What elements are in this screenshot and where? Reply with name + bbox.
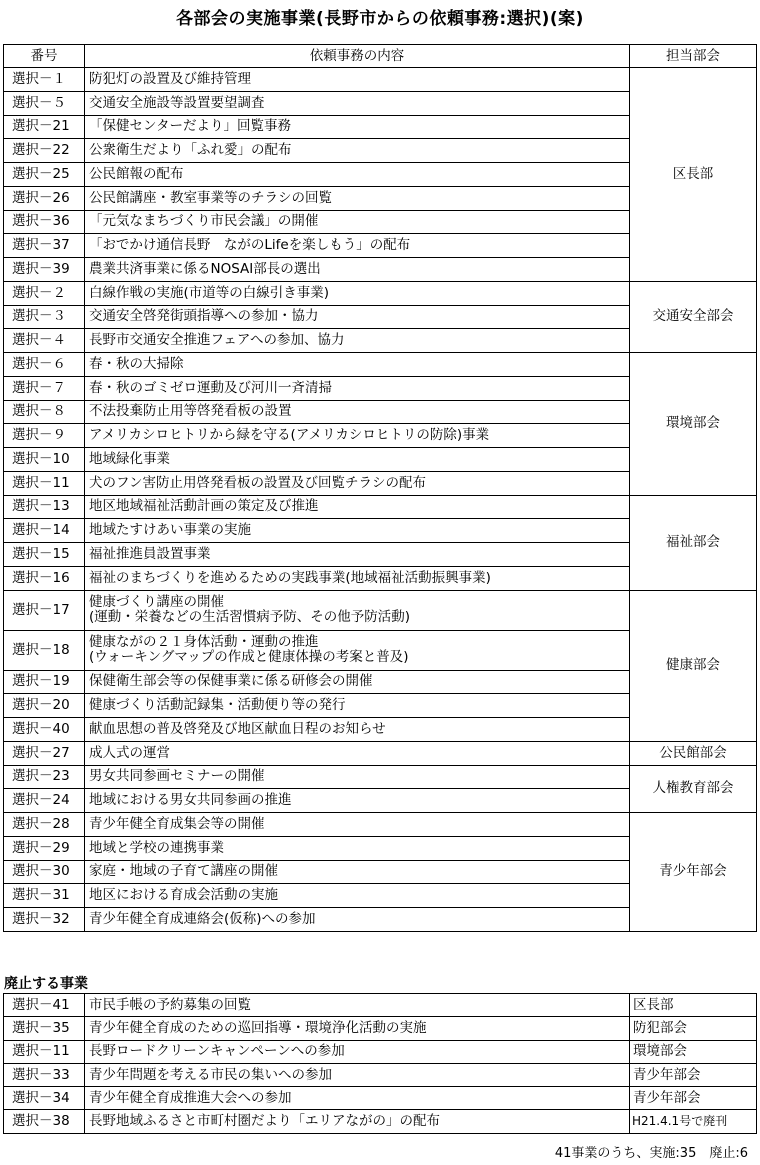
row-number: 選択－４ (4, 329, 85, 353)
row-content (85, 813, 630, 837)
row-content (85, 471, 630, 495)
table-row (4, 281, 757, 305)
row-number: 選択－27 (4, 741, 85, 765)
row-number: 選択－41 (4, 994, 85, 1017)
row-number: 選択－30 (4, 860, 85, 884)
row-number: 選択－10 (4, 448, 85, 472)
abolished-row (4, 1110, 757, 1133)
row-content-line: アメリカシロヒトリから緑を守る(アメリカシロヒトリの防除)事業 (89, 427, 490, 444)
row-number: 選択－14 (4, 519, 85, 543)
row-number: 選択－１ (4, 68, 85, 92)
row-content (85, 789, 630, 813)
row-content-line: 福祉推進員設置事業 (89, 545, 211, 562)
abolished-row (4, 1087, 757, 1110)
row-content (85, 519, 630, 543)
row-number: 選択－32 (4, 908, 85, 932)
row-content (85, 543, 630, 567)
row-number: 選択－16 (4, 566, 85, 590)
table-row (4, 813, 757, 837)
row-content (85, 860, 630, 884)
row-content (85, 694, 630, 718)
row-content-line: 農業共済事業に係るNOSAI部長の選出 (89, 260, 321, 277)
row-content (85, 495, 630, 519)
table-row (4, 68, 757, 92)
row-department: 区長部 (630, 994, 757, 1017)
row-content (85, 590, 630, 630)
row-content (85, 424, 630, 448)
row-content-line: 「元気なまちづくり市民会議」の開催 (89, 213, 319, 230)
row-content-line: 家庭・地域の子育て講座の開催 (89, 863, 278, 880)
abolished-row (4, 994, 757, 1017)
row-content-line: 男女共同参画セミナーの開催 (89, 768, 265, 785)
row-number: 選択－７ (4, 376, 85, 400)
row-content-line: 春・秋のゴミゼロ運動及び河川一斉清掃 (89, 379, 332, 396)
row-content: 長野地域ふるさと市町村圏だより「エリアながの」の配布 (85, 1110, 630, 1133)
row-content-line: 地域における男女共同参画の推進 (89, 792, 292, 809)
row-number: 選択－40 (4, 718, 85, 742)
row-number: 選択－６ (4, 353, 85, 377)
row-content-line: 地域たすけあい事業の実施 (89, 522, 251, 539)
row-number: 選択－37 (4, 234, 85, 258)
row-content-line: 防犯灯の設置及び維持管理 (89, 70, 251, 87)
row-content (85, 836, 630, 860)
row-number: 選択－24 (4, 789, 85, 813)
summary-text: 41事業のうち、実施:35 廃止:6 (554, 1146, 748, 1161)
row-number: 選択－３ (4, 305, 85, 329)
row-content: 市民手帳の予約募集の回覧 (85, 994, 630, 1017)
row-content (85, 718, 630, 742)
row-content (85, 670, 630, 694)
row-content-line: 白線作戦の実施(市道等の白線引き事業) (89, 284, 330, 301)
department-cell: 公民館部会 (630, 741, 757, 765)
row-number: 選択－５ (4, 91, 85, 115)
row-number: 選択－18 (4, 630, 85, 670)
table-row (4, 353, 757, 377)
row-number: 選択－36 (4, 210, 85, 234)
row-number: 選択－26 (4, 186, 85, 210)
row-department: 青少年部会 (630, 1087, 757, 1110)
row-content (85, 765, 630, 789)
department-cell: 福祉部会 (630, 495, 757, 590)
header-dept: 担当部会 (630, 45, 757, 68)
row-department: 環境部会 (630, 1040, 757, 1063)
table-row (4, 495, 757, 519)
row-number: 選択－22 (4, 139, 85, 163)
row-content-line: 地区地域福祉活動計画の策定及び推進 (89, 498, 319, 515)
row-content (85, 566, 630, 590)
row-number: 選択－13 (4, 495, 85, 519)
row-number: 選択－９ (4, 424, 85, 448)
row-content (85, 258, 630, 282)
row-content-line: 犬のフン害防止用啓発看板の設置及び回覧チラシの配布 (89, 474, 426, 491)
row-content-line: 青少年健全育成連絡会(仮称)への参加 (89, 910, 316, 927)
row-number: 選択－23 (4, 765, 85, 789)
header-row (4, 45, 757, 68)
row-content (85, 741, 630, 765)
row-content-line: 不法投棄防止用等啓発看板の設置 (89, 403, 292, 420)
row-content (85, 234, 630, 258)
page-title: 各部会の実施事業(長野市からの依頼事務:選択)(案) (176, 9, 584, 29)
row-department: H21.4.1号で廃刊 (630, 1110, 757, 1133)
row-number: 選択－35 (4, 1017, 85, 1040)
row-content: 青少年健全育成のための巡回指導・環境浄化活動の実施 (85, 1017, 630, 1040)
row-content: 長野ロードクリーンキャンペーンへの参加 (85, 1040, 630, 1063)
row-content (85, 376, 630, 400)
row-content (85, 68, 630, 92)
row-content-line: 長野市交通安全推進フェアへの参加、協力 (89, 332, 345, 349)
row-number: 選択－39 (4, 258, 85, 282)
row-content-line: 交通安全啓発街頭指導への参加・協力 (89, 308, 319, 325)
row-number: 選択－33 (4, 1063, 85, 1086)
row-content (85, 210, 630, 234)
department-cell: 環境部会 (630, 353, 757, 496)
row-content-line: 献血思想の普及啓発及び地区献血日程のお知らせ (89, 720, 386, 737)
department-cell: 交通安全部会 (630, 281, 757, 352)
row-content-line: 地区における育成会活動の実施 (89, 887, 278, 904)
department-cell: 青少年部会 (630, 813, 757, 932)
row-content (85, 884, 630, 908)
row-content-line: (ウォーキングマップの作成と健康体操の考案と普及) (89, 649, 409, 665)
row-content-line: 公民館講座・教室事業等のチラシの回覧 (89, 189, 332, 206)
row-content-line: 健康づくり活動記録集・活動便り等の発行 (89, 697, 346, 714)
abolished-table (3, 993, 757, 1134)
row-content (85, 305, 630, 329)
department-cell: 健康部会 (630, 590, 757, 741)
row-number: 選択－15 (4, 543, 85, 567)
row-content (85, 186, 630, 210)
row-number: 選択－28 (4, 813, 85, 837)
abolished-row (4, 1040, 757, 1063)
table-row (4, 741, 757, 765)
header-num: 番号 (4, 45, 85, 68)
row-content-line: 地域と学校の連携事業 (89, 839, 224, 856)
abolished-row (4, 1017, 757, 1040)
row-number: 選択－８ (4, 400, 85, 424)
row-number: 選択－11 (4, 471, 85, 495)
row-number: 選択－25 (4, 163, 85, 187)
row-content (85, 91, 630, 115)
row-number: 選択－34 (4, 1087, 85, 1110)
row-content-line: 公衆衛生だより「ふれ愛」の配布 (89, 142, 292, 159)
row-number: 選択－11 (4, 1040, 85, 1063)
row-content: 青少年健全育成推進大会への参加 (85, 1087, 630, 1110)
row-content-line: 地域緑化事業 (89, 450, 170, 467)
row-number: 選択－17 (4, 590, 85, 630)
row-content: 青少年問題を考える市民の集いへの参加 (85, 1063, 630, 1086)
abolished-row (4, 1063, 757, 1086)
row-content-line: 交通安全施設等設置要望調査 (89, 94, 265, 111)
row-content (85, 281, 630, 305)
row-content-line: 成人式の運営 (89, 744, 170, 761)
row-content-line: 「保健センターだより」回覧事務 (89, 118, 291, 135)
row-number: 選択－２ (4, 281, 85, 305)
row-content-line: 福祉のまちづくりを進めるための実践事業(地域福祉活動振興事業) (89, 569, 491, 586)
row-content (85, 163, 630, 187)
row-content (85, 908, 630, 932)
table-row (4, 765, 757, 789)
row-content-line: (運動・栄養などの生活習慣病予防、その他予防活動) (89, 609, 411, 625)
table-row (4, 590, 757, 630)
row-number: 選択－21 (4, 115, 85, 139)
row-department: 青少年部会 (630, 1063, 757, 1086)
row-number: 選択－29 (4, 836, 85, 860)
row-content-line: 公民館報の配布 (89, 165, 184, 182)
row-content (85, 329, 630, 353)
row-number: 選択－20 (4, 694, 85, 718)
row-department: 防犯部会 (630, 1017, 757, 1040)
header-content: 依頼事務の内容 (85, 45, 630, 68)
row-content (85, 353, 630, 377)
row-content-line: 青少年健全育成集会等の開催 (89, 815, 265, 832)
row-content (85, 448, 630, 472)
department-cell: 人権教育部会 (630, 765, 757, 813)
row-content-line: 「おでかけ通信長野 ながのLifeを楽しもう」の配布 (89, 237, 411, 254)
row-number: 選択－38 (4, 1110, 85, 1133)
row-content-line: 健康づくり講座の開催 (89, 594, 224, 610)
row-content-line: 春・秋の大掃除 (89, 355, 184, 372)
row-content (85, 630, 630, 670)
row-content (85, 400, 630, 424)
row-content (85, 139, 630, 163)
main-table (3, 44, 757, 932)
department-cell: 区長部 (630, 68, 757, 282)
row-content (85, 115, 630, 139)
row-content-line: 健康ながの２１身体活動・運動の推進 (89, 634, 319, 650)
row-number: 選択－31 (4, 884, 85, 908)
row-content-line: 保健衛生部会等の保健事業に係る研修会の開催 (89, 673, 373, 690)
row-number: 選択－19 (4, 670, 85, 694)
abolished-heading: 廃止する事業 (4, 976, 88, 992)
